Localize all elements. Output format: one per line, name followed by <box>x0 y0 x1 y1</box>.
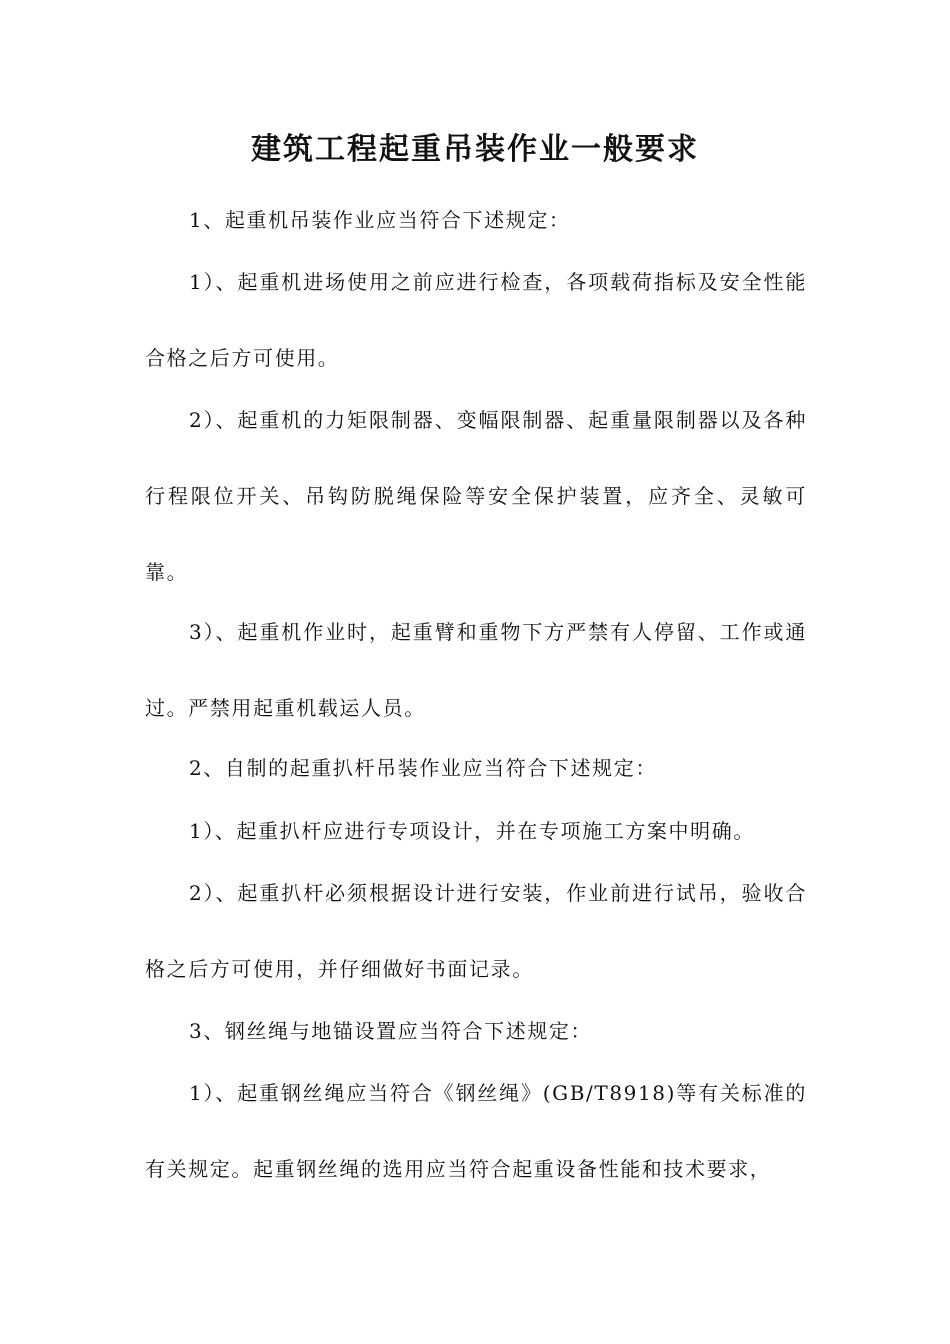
paragraph-3: 2）、起重机的力矩限制器、变幅限制器、起重量限制器以及各种行程限位开关、吊钩防脱绳保险等安全保护装置，应齐全、灵敏可靠。 <box>145 408 807 584</box>
paragraph-6: 1）、起重扒杆应进行专项设计，并在专项施工方案中明确。 <box>189 819 755 843</box>
paragraph-5: 2、自制的起重扒杆吊装作业应当符合下述规定： <box>189 756 657 780</box>
paragraph-2: 1）、起重机进场使用之前应进行检查，各项载荷指标及安全性能合格之后方可使用。 <box>145 270 807 370</box>
paragraph-4: 3）、起重机作业时，起重臂和重物下方严禁有人停留、工作或通过。严禁用起重机载运人员。 <box>145 620 807 720</box>
paragraph-1: 1、起重机吊装作业应当符合下述规定： <box>189 208 571 232</box>
paragraph-9: 1）、起重钢丝绳应当符合《钢丝绳》(GB/T8918)等有关标准的有关规定。起重钢丝绳的选用应当符合起重设备性能和技术要求， <box>145 1081 807 1181</box>
paragraph-7: 2）、起重扒杆必须根据设计进行安装，作业前进行试吊，验收合格之后方可使用，并仔细做好书面记录。 <box>145 881 807 981</box>
document-title: 建筑工程起重吊装作业一般要求 <box>251 132 699 167</box>
paragraph-8: 3、钢丝绳与地锚设置应当符合下述规定： <box>189 1019 593 1043</box>
